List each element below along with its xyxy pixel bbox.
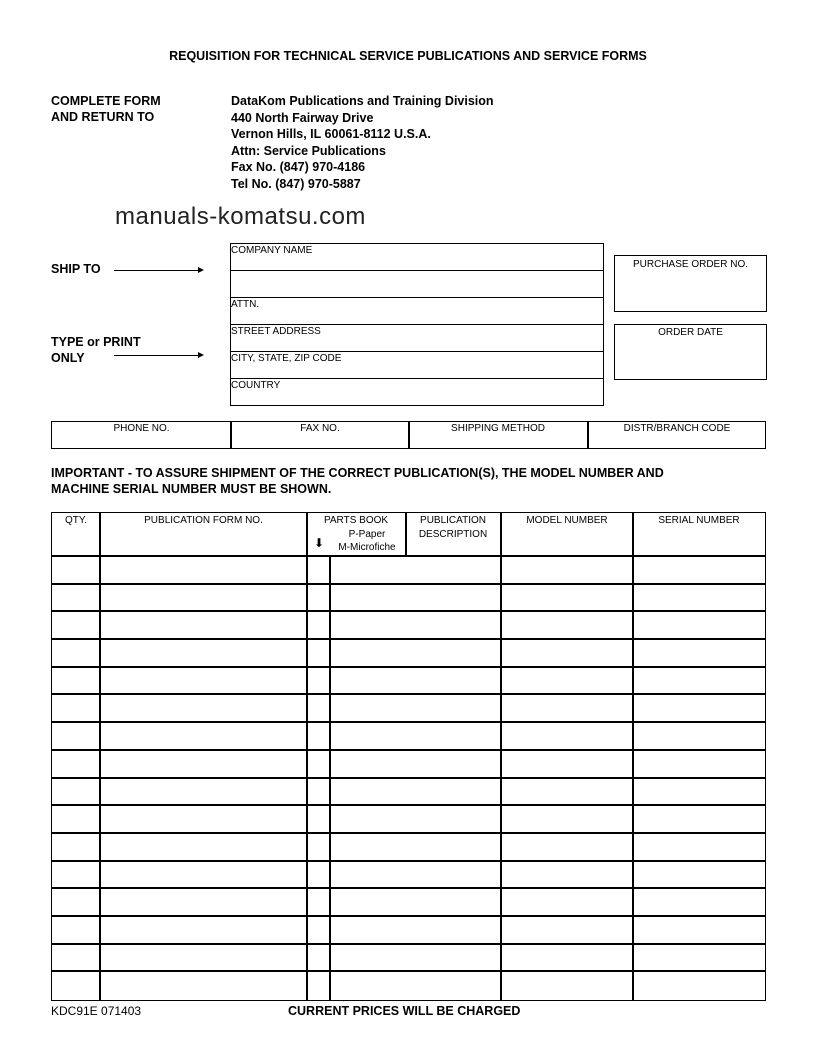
company-name-line2-field[interactable] [231, 271, 603, 298]
ship-to-box [230, 243, 604, 406]
desc-line: PUBLICATION [420, 515, 486, 526]
return-address [231, 93, 494, 192]
ship-to-label: SHIP TO [51, 262, 101, 276]
form-code: KDC91E 071403 [51, 1004, 142, 1018]
header-serial: SERIAL NUMBER [658, 515, 740, 526]
table-row[interactable] [52, 861, 765, 889]
purchase-order-field[interactable] [614, 255, 767, 312]
address-line: Tel No. (847) 970-5887 [231, 176, 361, 191]
microfiche-label: M-Microfiche [338, 542, 396, 553]
address-line: Vernon Hills, IL 60061-8112 U.S.A. [231, 127, 431, 141]
arrow-down-icon: ⬇ [314, 536, 325, 550]
return-label [51, 93, 161, 125]
field-label: COUNTRY [231, 380, 281, 391]
field-label: STREET ADDRESS [231, 326, 321, 337]
return-label-line2: AND RETURN TO [51, 110, 155, 124]
table-row[interactable] [52, 694, 765, 722]
company-name-field[interactable] [231, 244, 603, 271]
table-row[interactable] [52, 750, 765, 778]
header-parts-book-legend [329, 528, 405, 554]
address-line: DataKom Publications and Training Division [231, 94, 494, 108]
table-row[interactable] [52, 833, 765, 861]
city-state-zip-field[interactable] [231, 352, 603, 379]
address-line: Attn: Service Publications [231, 143, 386, 158]
table-row[interactable] [52, 778, 765, 806]
prices-note: CURRENT PRICES WILL BE CHARGED [288, 1004, 521, 1018]
shipping-method-label: SHIPPING METHOD [451, 423, 545, 434]
table-row[interactable] [52, 611, 765, 639]
important-line: MACHINE SERIAL NUMBER MUST BE SHOWN. [51, 482, 332, 496]
header-parts-book: PARTS BOOK [323, 515, 389, 526]
field-label: ATTN. [231, 299, 260, 310]
address-line: Fax No. (847) 970-4186 [231, 160, 366, 174]
type-or-print-label [51, 334, 141, 366]
table-row[interactable] [52, 639, 765, 667]
table-row[interactable] [52, 722, 765, 750]
arrow-right-icon [114, 270, 202, 271]
desc-line: DESCRIPTION [418, 529, 488, 540]
header-form-no: PUBLICATION FORM NO. [144, 515, 263, 526]
field-label: COMPANY NAME [231, 245, 313, 256]
return-label-line1: COMPLETE FORM [51, 94, 161, 108]
table-row[interactable] [52, 916, 765, 944]
country-field[interactable] [231, 379, 603, 405]
attn-field[interactable] [231, 298, 603, 325]
important-line: IMPORTANT - TO ASSURE SHIPMENT OF THE CORRECT PUBLICATION(S), THE MODEL NUMBER AND [51, 466, 664, 480]
address-line: 440 North Fairway Drive [231, 110, 374, 125]
type-label-line2: ONLY [51, 351, 85, 365]
table-row[interactable] [52, 971, 765, 999]
purchase-order-label: PURCHASE ORDER NO. [632, 259, 748, 270]
phone-label: PHONE NO. [113, 423, 170, 434]
table-row[interactable] [52, 667, 765, 695]
publications-table [51, 512, 766, 1001]
branch-code-label: DISTR/BRANCH CODE [623, 423, 731, 434]
table-row[interactable] [52, 888, 765, 916]
order-date-label: ORDER DATE [658, 327, 723, 338]
table-row[interactable] [52, 556, 765, 584]
table-row[interactable] [52, 805, 765, 833]
paper-label: P-Paper [348, 529, 386, 540]
street-address-field[interactable] [231, 325, 603, 352]
watermark: manuals-komatsu.com [115, 203, 366, 230]
form-title: REQUISITION FOR TECHNICAL SERVICE PUBLICATIONS AND SERVICE FORMS [169, 49, 647, 63]
important-notice [51, 465, 664, 497]
header-model: MODEL NUMBER [526, 515, 608, 526]
fax-label: FAX NO. [300, 423, 340, 434]
contact-row [51, 421, 766, 449]
header-description [405, 514, 501, 542]
order-date-field[interactable] [614, 324, 767, 380]
table-row[interactable] [52, 944, 765, 972]
arrow-right-icon [114, 355, 202, 356]
field-label: CITY, STATE, ZIP CODE [231, 353, 342, 364]
type-label-line1: TYPE or PRINT [51, 335, 141, 349]
header-qty: QTY. [64, 515, 88, 526]
table-row[interactable] [52, 584, 765, 612]
